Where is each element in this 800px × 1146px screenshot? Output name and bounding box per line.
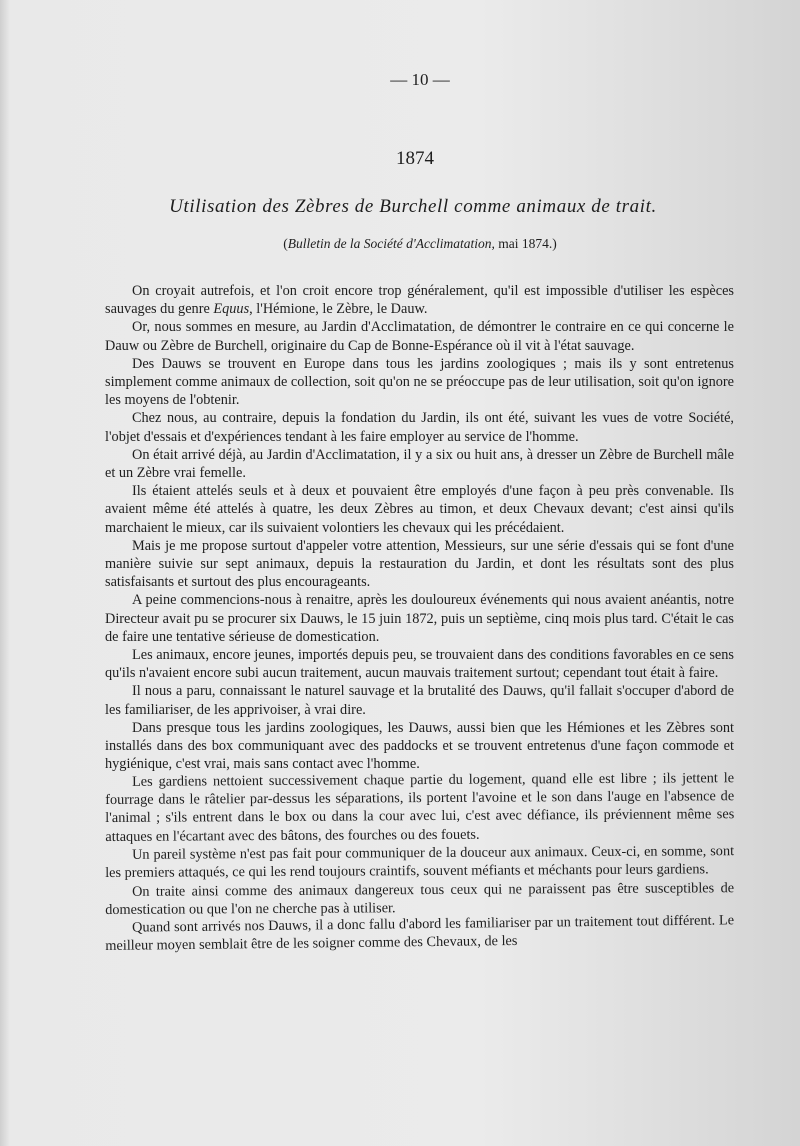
source-open-paren: ( [283, 236, 288, 251]
paragraph: On croyait autrefois, et l'on croit encore trop généralement, qu'il est impossible d'utiliser les espèces sauvages du genre Equus, l'Hémione, le Zèbre, le Dauw. [105, 283, 734, 318]
paragraph: Quand sont arrivés nos Dauws, il a donc fallu d'abord les familiariser par un traitement tout différent. Le meilleur moyen semblait être de les soigner comme des Chevaux, de les [105, 912, 735, 955]
paragraph: Des Dauws se trouvent en Europe dans tous les jardins zoologiques ; mais ils y sont entretenus simplement comme animaux de collection, soit qu'on ne se préoccupe pas de leur utilisation, soit qu'on ignore les moyens de l'obtenir. [105, 355, 734, 409]
paragraph: Or, nous sommes en mesure, au Jardin d'Acclimatation, de démontrer le contraire en ce qui concerne le Dauw ou Zèbre de Burchell, originaire du Cap de Bonne-Espérance où il vit à l'état sauvage. [105, 319, 734, 354]
article-title: Utilisation des Zèbres de Burchell comme animaux de trait. [169, 196, 657, 217]
source-close-paren: ) [552, 236, 557, 251]
page-number: — 10 — [390, 70, 450, 89]
paragraph: On était arrivé déjà, au Jardin d'Acclimatation, il y a six ou huit ans, à dresser un Zèbre de Burchell mâle et un Zèbre vrai femelle. [105, 446, 734, 482]
source-citation [0, 236, 800, 252]
genus-name: Equus [213, 301, 250, 318]
paragraph: Un pareil système n'est pas fait pour communiquer de la douceur aux animaux. Ceux-ci, en somme, sont les premiers attaqués, ce qui les rend toujours craintifs, souvent méfiants et méchants pour leurs gardiens. [105, 843, 735, 882]
section-year: 1874 [396, 148, 434, 169]
paragraph: Ils étaient attelés seuls et à deux et pouvaient être employés d'une façon à peu près convenable. Ils avaient même été attelés à quatre, les deux Zèbres au timon, et deux Chevaux devant; c'est ainsi qu'ils marchaient le mieux, car ils suivaient volontiers les chevaux qui les précédaient. [105, 483, 734, 536]
paragraph: On traite ainsi comme des animaux dangereux tous ceux qui ne paraissent pas être susceptibles de domestication ou que l'on ne cherche pas à utiliser. [105, 879, 735, 918]
paragraph: Mais je me propose surtout d'appeler votre attention, Messieurs, sur une série d'essais qui se font d'une manière suivie sur sept animaux, depuis la restauration du Jardin, et dont les résultats sont des plus satisfaisants et surtout des plus encourageants. [105, 537, 734, 591]
paragraph: Il nous a paru, connaissant le naturel sauvage et la brutalité des Dauws, qu'il fallait s'occuper d'abord de les familiariser, de les apprivoiser, à vrai dire. [105, 683, 734, 718]
source-bulletin: Bulletin de la Société d'Acclimatation, [287, 236, 495, 251]
paragraph: Les animaux, encore jeunes, importés depuis peu, se trouvaient dans des conditions favorables en ce sens qu'ils n'avaient encore subi aucun traitement, aucun mauvais traitement surtout; cependant tout était à faire. [105, 647, 734, 682]
paragraph: Les gardiens nettoient successivement chaque partie du logement, quand elle est libre ; ils jettent le fourrage dans le râtelier par-dessus les séparations, ils portent l'avoine et le son dans l'auge en l'absence de l'animal ; s'ils entrent dans le box ou dans la cour avec lui, c'est avec défiance, ils préviennent même ses attaques en l'écartant avec des bâtons, des fourches ou des fouets. [105, 770, 735, 846]
source-date: mai 1874. [498, 236, 553, 251]
paragraph: Dans presque tous les jardins zoologiques, les Dauws, aussi bien que les Hémiones et les Zèbres sont installés dans des box communiquant avec des paddocks et se trouvent entretenus d'une façon commode et hygiénique, c'est vrai, mais sans contact avec l'homme. [105, 719, 734, 773]
paragraph: A peine commencions-nous à renaitre, après les douloureux événements qui nous avaient anéantis, notre Directeur avait pu se procurer six Dauws, le 15 juin 1872, puis un septième, cinq mois plus tard. C'était le cas de faire une tentative sérieuse de domestication. [105, 592, 734, 645]
article-body [105, 282, 734, 956]
paragraph: Chez nous, au contraire, depuis la fondation du Jardin, ils ont été, suivant les vues de votre Société, l'objet d'essais et d'expériences tendant à les faire employer au service de l'homme. [105, 410, 734, 445]
